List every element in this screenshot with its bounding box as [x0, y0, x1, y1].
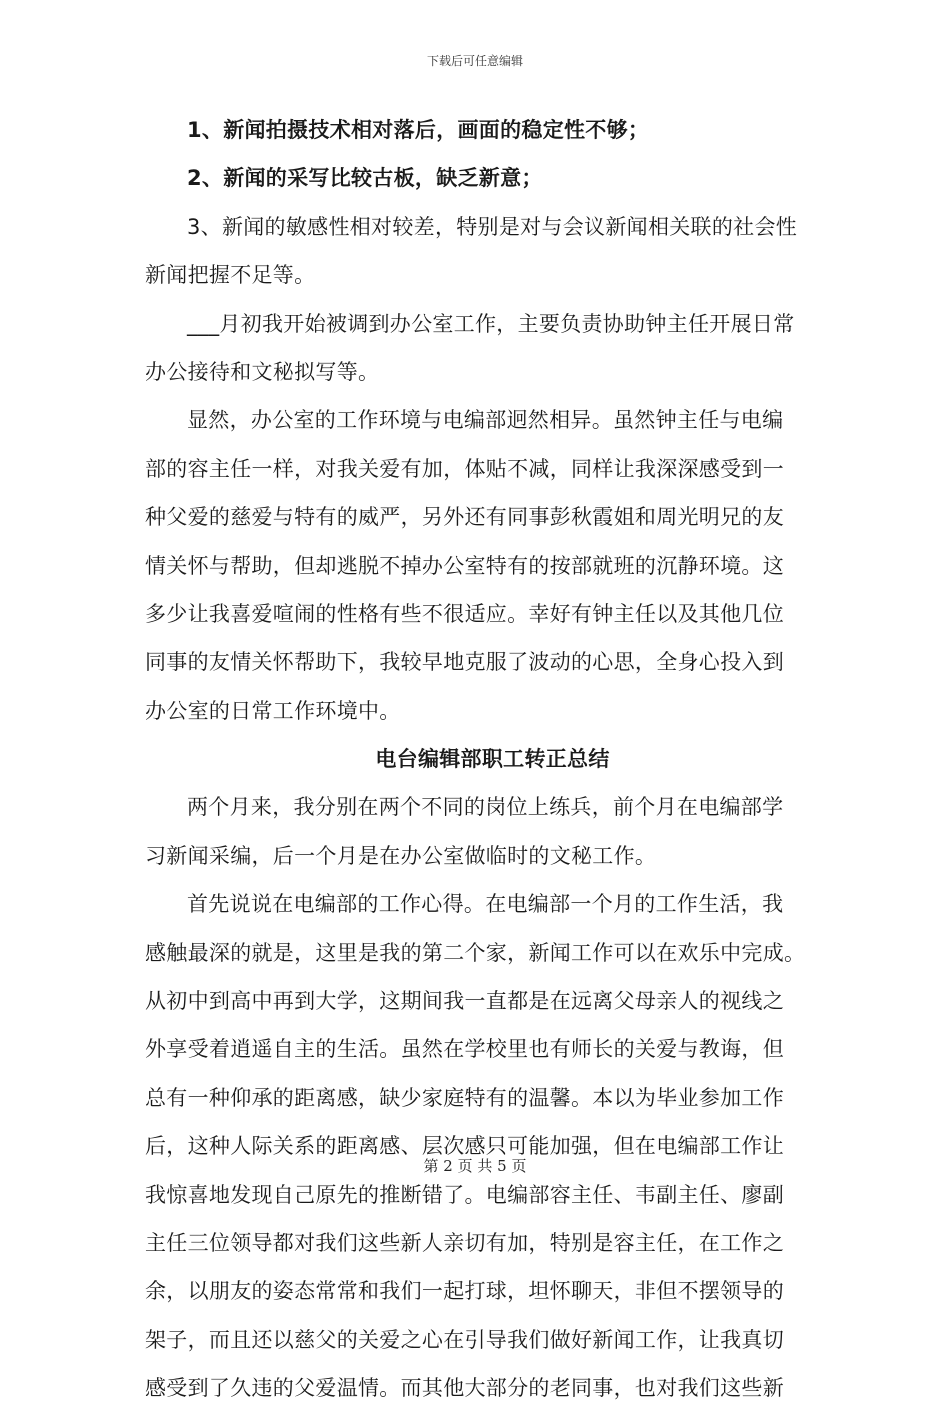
body-line: 新闻把握不足等。	[145, 263, 316, 288]
body-line: 感受到了久违的父爱温情。而其他大部分的老同事，也对我们这些新	[145, 1376, 784, 1401]
body-line: 同事的友情关怀帮助下，我较早地克服了波动的心思，全身心投入到	[145, 650, 784, 675]
body-line: 办公室的日常工作环境中。	[145, 698, 401, 723]
body-line: 习新闻采编，后一个月是在办公室做临时的文秘工作。	[145, 843, 657, 868]
body-line: 主任三位领导都对我们这些新人亲切有加，特别是容主任，在工作之	[145, 1230, 784, 1255]
body-line: 3、新闻的敏感性相对较差，特别是对与会议新闻相关联的社会性	[187, 214, 798, 239]
body-line: 多少让我喜爱喧闹的性格有些不很适应。幸好有钟主任以及其他几位	[145, 601, 784, 626]
body-line: 从初中到高中再到大学，这期间我一直都是在远离父母亲人的视线之	[145, 989, 784, 1014]
document-body	[145, 106, 810, 1413]
body-line: 感触最深的就是，这里是我的第二个家，新闻工作可以在欢乐中完成。	[145, 940, 806, 965]
body-line: ___月初我开始被调到办公室工作，主要负责协助钟主任开展日常	[187, 311, 795, 336]
section-heading: 电台编辑部职工转正总结	[375, 747, 610, 772]
body-line: 1、新闻拍摄技术相对落后，画面的稳定性不够；	[187, 118, 650, 142]
body-line: 我惊喜地发现自己原先的推断错了。电编部容主任、韦副主任、廖副	[145, 1182, 784, 1207]
body-line: 情关怀与帮助，但却逃脱不掉办公室特有的按部就班的沉静环境。这	[145, 553, 784, 578]
body-line: 首先说说在电编部的工作心得。在电编部一个月的工作生活，我	[187, 892, 784, 917]
body-line: 两个月来，我分别在两个不同的岗位上练兵，前个月在电编部学	[187, 795, 784, 820]
body-line: 总有一种仰承的距离感，缺少家庭特有的温馨。本以为毕业参加工作	[145, 1085, 784, 1110]
body-line: 后，这种人际关系的距离感、层次感只可能加强，但在电编部工作让	[145, 1134, 784, 1159]
page-header: 下载后可任意编辑	[426, 54, 523, 68]
body-line: 办公接待和文秘拟写等。	[145, 359, 380, 384]
body-line: 外享受着逍遥自主的生活。虽然在学校里也有师长的关爱与教诲，但	[145, 1037, 784, 1062]
page-number: 第 2 页 共 5 页	[423, 1157, 527, 1175]
body-line: 部的容主任一样，对我关爱有加，体贴不减，同样让我深深感受到一	[145, 456, 784, 481]
body-line: 余，以朋友的姿态常常和我们一起打球，坦怀聊天，非但不摆领导的	[145, 1279, 784, 1304]
body-line: 种父爱的慈爱与特有的威严，另外还有同事彭秋霞姐和周光明兄的友	[145, 505, 784, 530]
body-line: 显然，办公室的工作环境与电编部迥然相异。虽然钟主任与电编	[187, 408, 784, 433]
body-line: 架子，而且还以慈父的关爱之心在引导我们做好新闻工作，让我真切	[145, 1327, 784, 1352]
body-line: 2、新闻的采写比较古板，缺乏新意；	[187, 166, 543, 191]
